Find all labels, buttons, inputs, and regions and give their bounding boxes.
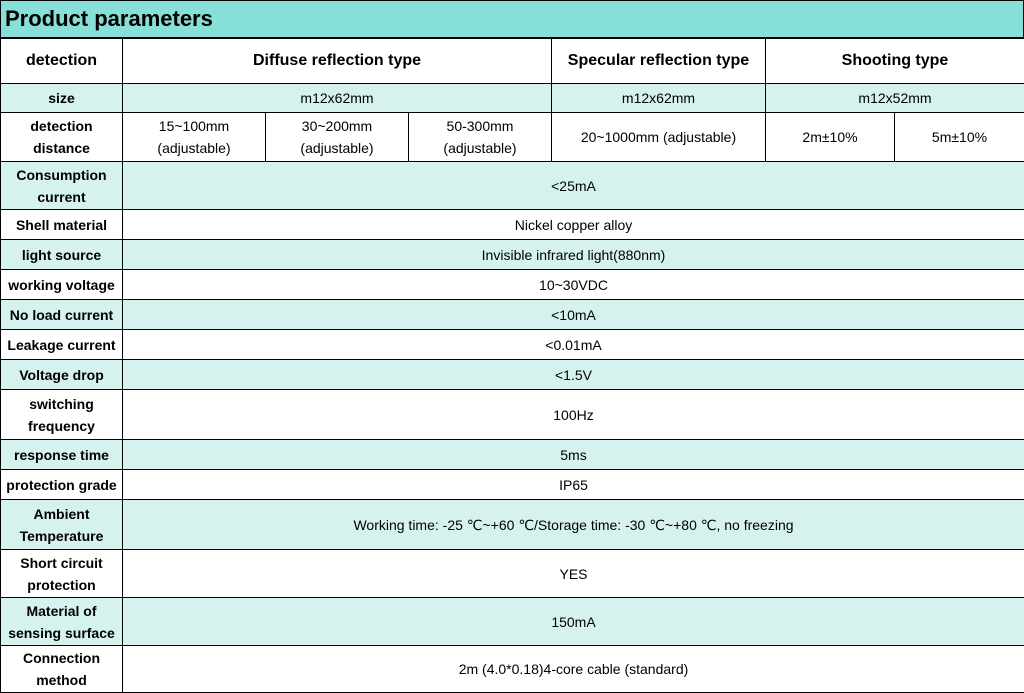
row-label: Connection method [1, 646, 123, 693]
row-value: <25mA [123, 162, 1024, 210]
header-shooting: Shooting type [766, 39, 1024, 84]
cell-size-diffuse: m12x62mm [123, 84, 552, 113]
cell-distance-shooting-2: 5m±10% [895, 113, 1024, 162]
table-row [1, 270, 1024, 300]
row-value: 100Hz [123, 390, 1024, 440]
row-label: Voltage drop [1, 360, 123, 390]
table-row [1, 440, 1024, 470]
row-value: Working time: -25 ℃~+60 ℃/Storage time: -30 ℃~+80 ℃, no freezing [123, 500, 1024, 550]
row-label: working voltage [1, 270, 123, 300]
row-label: Short circuit protection [1, 550, 123, 598]
table-row-size [1, 84, 1024, 113]
row-label: Shell material [1, 210, 123, 240]
cell-distance-specular: 20~1000mm (adjustable) [552, 113, 766, 162]
table-row [1, 500, 1024, 550]
table-row [1, 360, 1024, 390]
row-label: Material of sensing surface [1, 598, 123, 646]
table-row [1, 390, 1024, 440]
table-row [1, 470, 1024, 500]
row-label: response time [1, 440, 123, 470]
row-value: 150mA [123, 598, 1024, 646]
cell-distance-diffuse-1: 15~100mm (adjustable) [123, 113, 266, 162]
row-value: Nickel copper alloy [123, 210, 1024, 240]
parameters-table [0, 38, 1024, 693]
table-row [1, 330, 1024, 360]
row-value: 2m (4.0*0.18)4-core cable (standard) [123, 646, 1024, 693]
table-row-distance [1, 113, 1024, 162]
row-value: <1.5V [123, 360, 1024, 390]
header-specular: Specular reflection type [552, 39, 766, 84]
row-value: 5ms [123, 440, 1024, 470]
row-value: 10~30VDC [123, 270, 1024, 300]
row-value: YES [123, 550, 1024, 598]
row-label: Leakage current [1, 330, 123, 360]
row-label: size [1, 84, 123, 113]
row-label: Consumption current [1, 162, 123, 210]
row-label: No load current [1, 300, 123, 330]
row-label: Ambient Temperature [1, 500, 123, 550]
row-label: protection grade [1, 470, 123, 500]
cell-size-shooting: m12x52mm [766, 84, 1024, 113]
cell-distance-shooting-1: 2m±10% [766, 113, 895, 162]
table-row [1, 598, 1024, 646]
row-label: switching frequency [1, 390, 123, 440]
table-row [1, 162, 1024, 210]
row-value: Invisible infrared light(880nm) [123, 240, 1024, 270]
row-value: IP65 [123, 470, 1024, 500]
row-label: detection distance [1, 113, 123, 162]
cell-size-specular: m12x62mm [552, 84, 766, 113]
table-row [1, 240, 1024, 270]
cell-distance-diffuse-2: 30~200mm (adjustable) [266, 113, 409, 162]
header-detection: detection [1, 39, 123, 84]
table-row [1, 300, 1024, 330]
header-diffuse: Diffuse reflection type [123, 39, 552, 84]
row-value: <10mA [123, 300, 1024, 330]
page-title: Product parameters [0, 0, 1024, 38]
row-label: light source [1, 240, 123, 270]
table-header-row [1, 39, 1024, 84]
table-row [1, 550, 1024, 598]
table-row [1, 646, 1024, 693]
row-value: <0.01mA [123, 330, 1024, 360]
cell-distance-diffuse-3: 50-300mm (adjustable) [409, 113, 552, 162]
table-row [1, 210, 1024, 240]
